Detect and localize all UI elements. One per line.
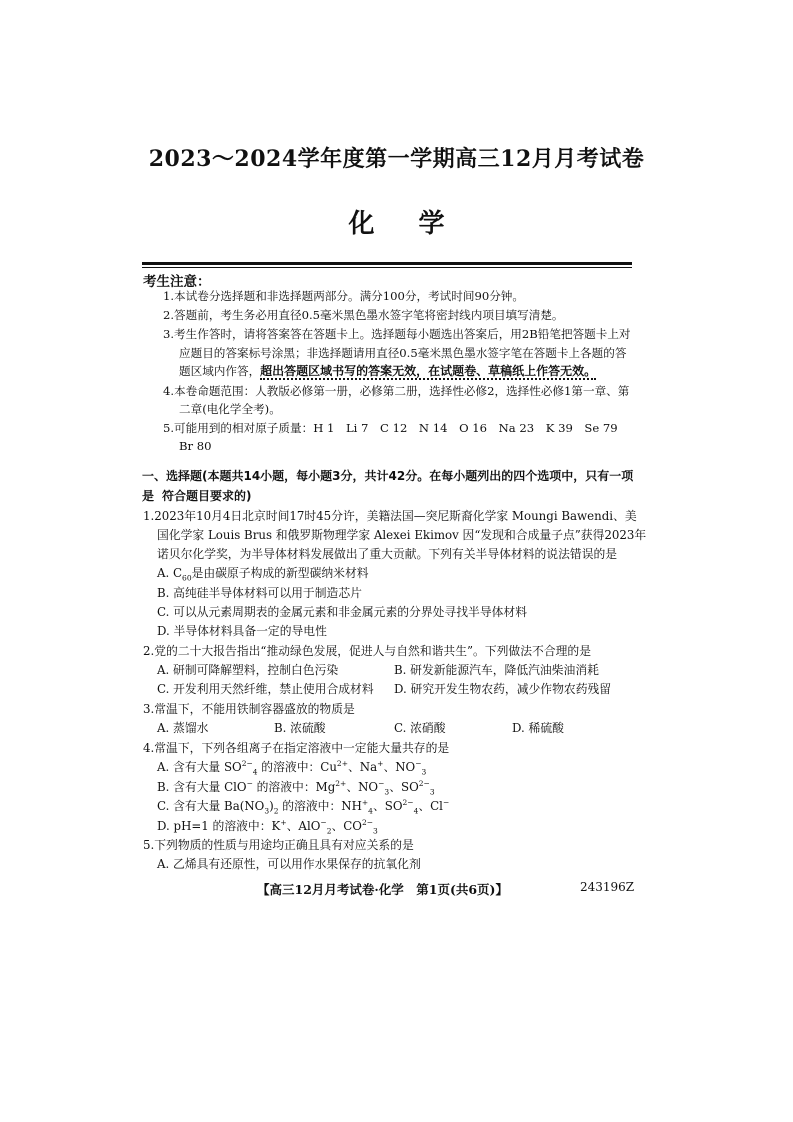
notice-heading: 考生注意： <box>143 274 211 290</box>
question-4-option-d <box>157 817 378 837</box>
notice-item-2: 2.答题前，考生务必用直径0.5毫米黑色墨水签字笔将密封线内项目填写清楚。 <box>163 308 564 322</box>
divider-thin <box>142 267 632 268</box>
question-5-option-a: A. 乙烯具有还原性，可以用作水果保存的抗氧化剂 <box>157 857 421 871</box>
notice-item-3-line-3 <box>179 362 649 381</box>
option-text: ) <box>269 799 274 813</box>
superscript: 2+ <box>336 759 348 769</box>
superscript: − <box>415 759 422 769</box>
option-text: 、NO <box>383 760 416 774</box>
option-text: 、NO <box>346 780 379 794</box>
question-4-stem: 4.常温下，下列各组离子在指定溶液中一定能大量共存的是 <box>143 741 450 755</box>
question-2-option-a: A. 研制可降解塑料，控制白色污染 <box>157 663 339 677</box>
superscript: + <box>377 759 384 769</box>
superscript: − <box>320 818 327 828</box>
superscript: + <box>280 818 287 828</box>
superscript: 2− <box>241 759 253 769</box>
question-2-option-c: C. 开发利用天然纤维，禁止使用合成材料 <box>157 682 374 696</box>
question-3-option-d: D. 稀硫酸 <box>512 721 564 735</box>
superscript: 2− <box>418 779 430 789</box>
section-heading-line-1: 一、选择题(本题共14小题，每小题3分，共计42分。在每小题列出的四个选项中，只有一项是 <box>142 469 634 503</box>
option-text: 的溶液中：NH <box>278 799 362 813</box>
superscript: + <box>361 798 369 808</box>
subscript: 4 <box>368 806 373 816</box>
question-3-option-a: A. 蒸馏水 <box>157 721 209 735</box>
notice-item-5-line-2: Br 80 <box>179 439 212 453</box>
option-text: A. 含有大量 SO <box>157 760 242 774</box>
option-text: 是由碳原子构成的新型碳纳米材料 <box>191 566 369 580</box>
question-4-option-c <box>157 797 449 817</box>
option-text: 、Cl <box>418 799 443 813</box>
question-1-line-1: 1.2023年10月4日北京时间17时45分许，美籍法国—突尼斯裔化学家 Moungi Bawendi、美 <box>143 509 637 523</box>
question-2-option-b: B. 研发新能源汽车，降低汽油柴油消耗 <box>394 663 599 677</box>
question-2-stem: 2.党的二十大报告指出“推动绿色发展，促进人与自然和谐共生”。下列做法不合理的是 <box>143 644 592 658</box>
superscript: 2+ <box>335 779 347 789</box>
subscript: 3 <box>373 826 378 836</box>
superscript: 2− <box>402 798 414 808</box>
notice-item-1: 1.本试卷分选择题和非选择题两部分。满分100分，考试时间90分钟。 <box>163 289 524 303</box>
question-5-stem: 5.下列物质的性质与用途均正确且具有对应关系的是 <box>143 838 414 852</box>
question-1-option-b: B. 高纯硅半导体材料可以用于制造芯片 <box>157 586 362 600</box>
subscript: 4 <box>413 806 419 816</box>
notice-item-3-line-1: 3.考生作答时，请将答案答在答题卡上。选择题每小题选出答案后，用2B铅笔把答题卡上对 <box>163 327 631 341</box>
subject-title: 化学 <box>348 209 489 239</box>
notice-item-3-line-2: 应题目的答案标号涂黑；非选择题请用直径0.5毫米黑色墨水签字笔在答题卡上各题的答 <box>179 346 627 360</box>
superscript: 2− <box>361 818 374 828</box>
question-2-option-d: D. 研究开发生物农药，减少作物农药残留 <box>394 682 612 696</box>
option-text: 的溶液中：Mg <box>252 780 336 794</box>
subscript: 2 <box>273 806 279 816</box>
notice-item-5-line-1: 5.可能用到的相对原子质量：H 1 Li 7 C 12 N 14 O 16 Na 23 K 39 Se 79 <box>163 421 618 435</box>
notice-item-3-emphasis: 超出答题区域书写的答案无效，在试题卷、草稿纸上作答无效。 <box>260 364 597 378</box>
footer-exam-code: 243196Z <box>580 880 635 894</box>
question-4-option-b <box>157 778 435 798</box>
option-text: C. 含有大量 Ba(NO <box>157 799 265 813</box>
option-text: 、SO <box>372 799 403 813</box>
page-title: 2023～2024学年度第一学期高三12月月考试卷 <box>148 146 645 172</box>
subscript: 3 <box>429 787 435 797</box>
option-text: 、CO <box>331 819 362 833</box>
question-3-option-b: B. 浓硫酸 <box>274 721 326 735</box>
option-text: 、SO <box>389 780 419 794</box>
subscript: 60 <box>182 573 192 583</box>
question-1-option-c: C. 可以从元素周期表的金属元素和非金属元素的分界处寻找半导体材料 <box>157 605 528 619</box>
question-1-option-a <box>157 564 369 584</box>
superscript: − <box>442 798 450 808</box>
option-text: 、Na <box>347 760 378 774</box>
option-text: A. C <box>157 566 183 580</box>
subscript: 2 <box>326 826 332 836</box>
subscript: 3 <box>384 787 390 797</box>
notice-item-4-line-1: 4.本卷命题范围：人教版必修第一册，必修第二册，选择性必修2，选择性必修1第一章、第 <box>163 384 630 398</box>
question-1-line-2: 国化学家 Louis Brus 和俄罗斯物理学家 Alexei Ekimov 因“发现和合成量子点”获得2023年 <box>157 528 647 542</box>
option-text: 、AlO <box>286 819 321 833</box>
option-text: 的溶液中：Cu <box>257 760 337 774</box>
notice-item-4-line-2: 二章(电化学全考)。 <box>179 402 281 416</box>
superscript: − <box>378 779 385 789</box>
question-1-option-d: D. 半导体材料具备一定的导电性 <box>157 624 327 638</box>
subscript: 3 <box>264 806 270 816</box>
question-3-option-c: C. 浓硝酸 <box>394 721 446 735</box>
question-3-stem: 3.常温下，不能用铁制容器盛放的物质是 <box>143 702 355 716</box>
question-1-line-3: 诺贝尔化学奖，为半导体材料发展做出了重大贡献。下列有关半导体材料的说法错误的是 <box>157 547 618 561</box>
section-heading-line-2: 符合题目要求的) <box>162 489 252 503</box>
subscript: 3 <box>421 767 427 777</box>
footer-page-info: 【高三12月月考试卷·化学 第1页(共6页)】 <box>257 882 508 897</box>
option-text: D. pH=1 的溶液中：K <box>157 819 281 833</box>
superscript: − <box>246 779 253 789</box>
subscript: 4 <box>252 767 258 777</box>
question-4-option-a <box>157 758 426 778</box>
notice-item-3-text: 题区域内作答， <box>179 364 261 378</box>
option-text: B. 含有大量 ClO <box>157 780 247 794</box>
divider-thick <box>142 262 632 265</box>
